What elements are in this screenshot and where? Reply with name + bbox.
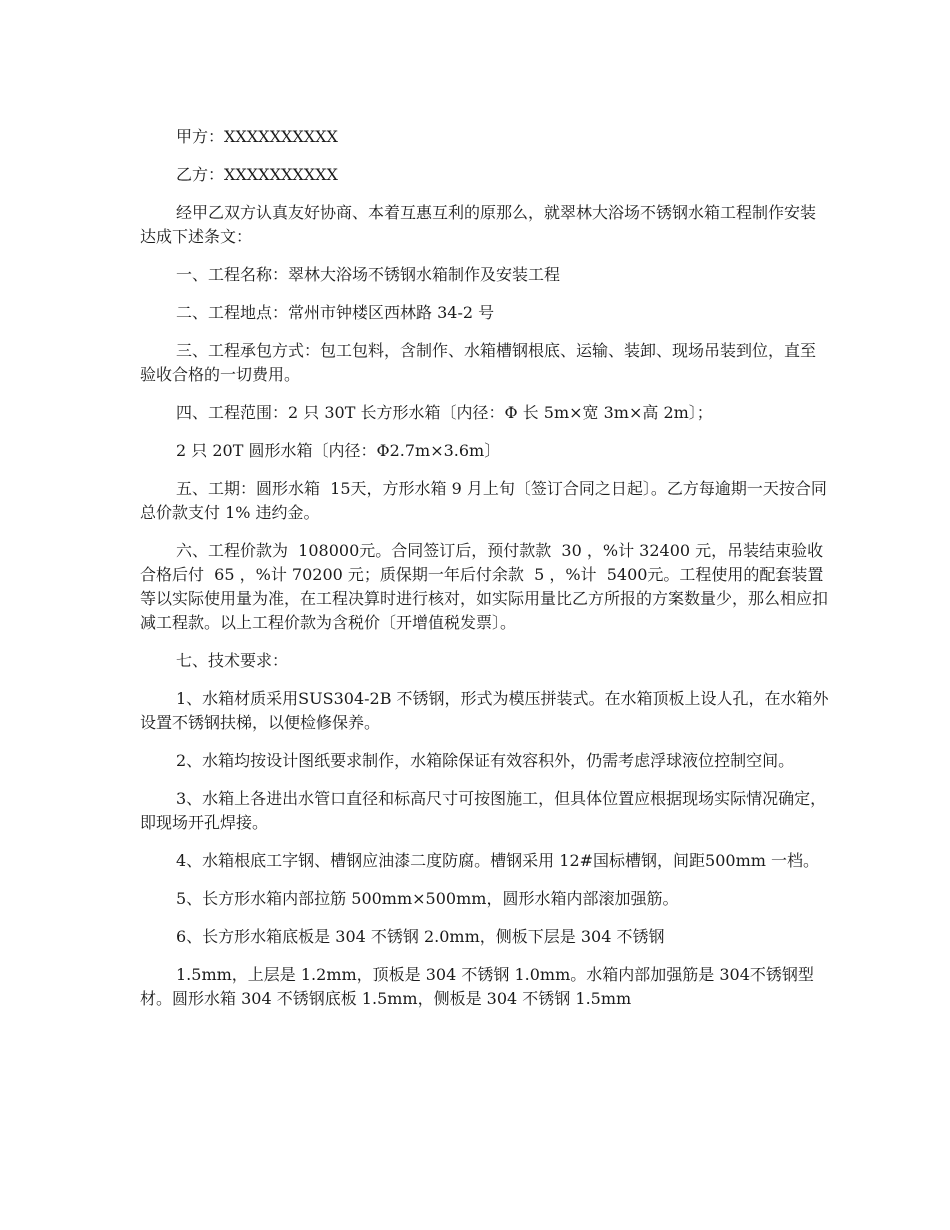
clause-project-scope-cont: 2 只 20T 圆形水箱〔内径：Φ2.7m×3.6m〕 — [176, 441, 501, 460]
party-b-line: 乙方：XXXXXXXXXX — [176, 165, 338, 184]
tech-item-3: 3、水箱上各进出水管口直径和标高尺寸可按图施工，但具体位置应根据现场实际情况确定，即现场开孔焊接。 — [140, 789, 827, 832]
clause-price: 六、工程价款为 108000元。合同签订后，预付款款 30 ，%计 32400 元，吊装结束验收合格后付 65 ，%计 70200 元；质保期一年后付余款 5 ，%计 5400元。工程使用的配套装置等以实际使用量为准，在工程决算时进行核对，如实际用量比乙方所报的方案数量少，那么相应扣减工程款。以上工程价款为含税价〔开增值税发票〕。 — [140, 541, 829, 632]
tech-item-1: 1、水箱材质采用SUS304-2B 不锈钢，形式为模压拼装式。在水箱顶板上设人孔，在水箱外设置不锈钢扶梯，以便检修保养。 — [140, 689, 829, 732]
clause-project-scope: 四、工程范围：2 只 30T 长方形水箱〔内径：Φ 长 5m×宽 3m×高 2m〕； — [176, 403, 713, 422]
document-body — [140, 125, 830, 1025]
party-a-line: 甲方：XXXXXXXXXX — [176, 127, 338, 146]
tech-item-2: 2、水箱均按设计图纸要求制作，水箱除保证有效容积外，仍需考虑浮球液位控制空间。 — [176, 751, 795, 770]
clause-contract-mode: 三、工程承包方式：包工包料，含制作、水箱槽钢根底、运输、装卸、现场吊装到位，直至验收合格的一切费用。 — [140, 341, 817, 384]
tech-item-5: 5、长方形水箱内部拉筋 500mm×500mm，圆形水箱内部滚加强筋。 — [176, 889, 679, 908]
tech-item-6: 6、长方形水箱底板是 304 不锈钢 2.0mm，侧板下层是 304 不锈钢 — [176, 927, 665, 946]
tech-item-4: 4、水箱根底工字钢、槽钢应油漆二度防腐。槽钢采用 12#国标槽钢，间距500mm 一档。 — [176, 851, 820, 870]
preamble-paragraph: 经甲乙双方认真友好协商、本着互惠互利的原那么，就翠林大浴场不锈钢水箱工程制作安装达成下述条文： — [140, 203, 817, 246]
clause-project-location: 二、工程地点：常州市钟楼区西林路 34-2 号 — [176, 303, 495, 322]
clause-project-name: 一、工程名称：翠林大浴场不锈钢水箱制作及安装工程 — [176, 265, 561, 284]
tech-item-6-cont: 1.5mm，上层是 1.2mm，顶板是 304 不锈钢 1.0mm。水箱内部加强筋是 304不锈钢型材。圆形水箱 304 不锈钢底板 1.5mm，侧板是 304 不锈钢 1.5mm — [140, 965, 814, 1008]
clause-tech-requirements-heading: 七、技术要求： — [176, 651, 289, 670]
clause-schedule: 五、工期：圆形水箱 15天，方形水箱 9 月上旬〔签订合同之日起〕。乙方每逾期一天按合同总价款支付 1% 违约金。 — [140, 479, 827, 522]
